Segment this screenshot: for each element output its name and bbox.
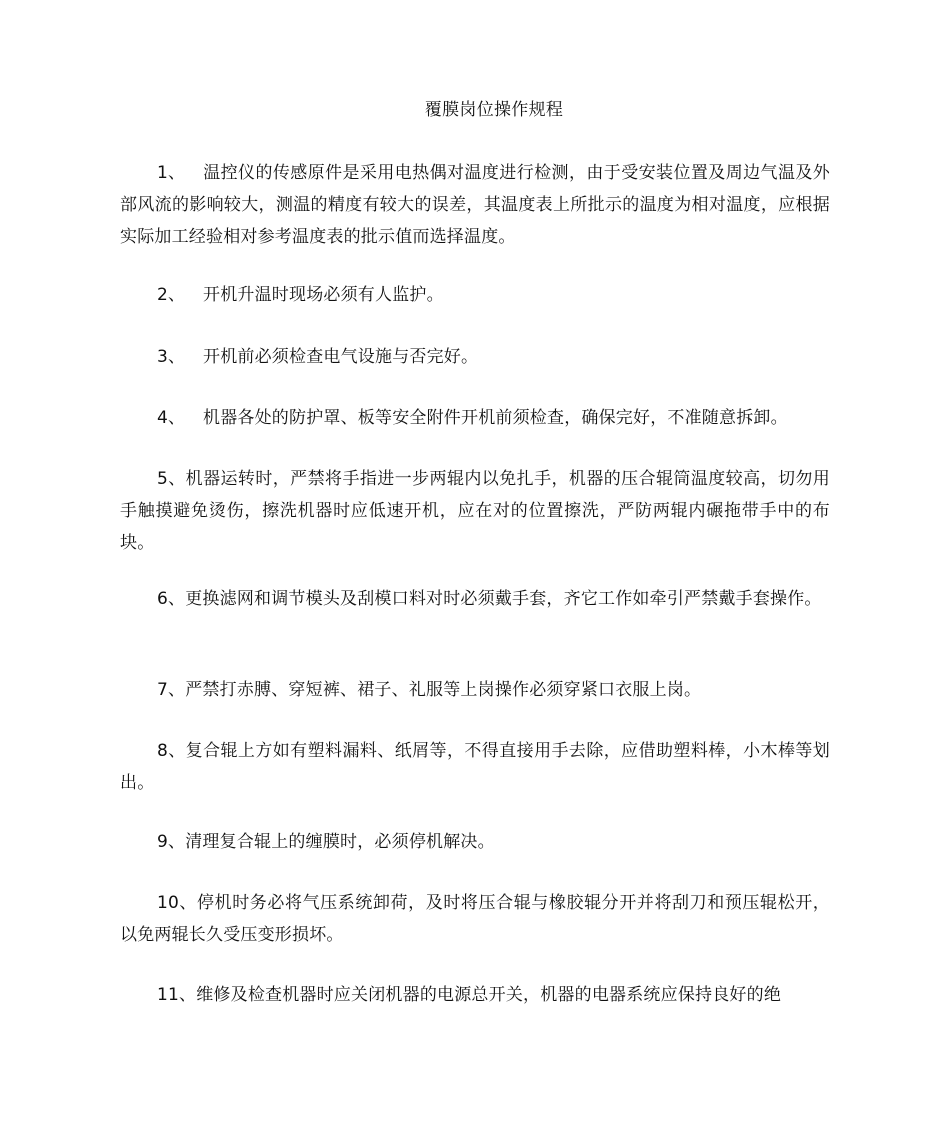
item-text: 机器各处的防护罩、板等安全附件开机前须检查，确保完好，不准随意拆卸。 [203,408,788,428]
paragraph-3 [120,341,830,373]
item-text: 开机前必须检查电气设施与否完好。 [203,347,479,367]
paragraph-8 [120,735,830,799]
paragraph-2 [120,279,830,311]
paragraph-1 [120,157,830,253]
paragraph-10 [120,887,830,951]
item-text: 6、更换滤网和调节模头及刮模口料对时必须戴手套，齐它工作如牵引严禁戴手套操作。 [157,589,822,609]
item-text: 11、维修及检查机器时应关闭机器的电源总开关，机器的电器系统应保持良好的绝 [157,985,782,1005]
paragraph-11 [120,979,830,1011]
paragraph-7 [120,674,830,706]
paragraph-6 [120,583,830,615]
item-number: 1、 [157,163,186,183]
item-text: 9、清理复合辊上的缠膜时，必须停机解决。 [157,832,495,852]
item-number: 2、 [157,285,186,305]
item-number: 4、 [157,408,186,428]
item-text: 10、停机时务必将气压系统卸荷，及时将压合辊与橡胶辊分开并将刮刀和预压辊松开，以免两辊长久受压变形损坏。 [120,893,830,945]
item-text: 7、严禁打赤膊、穿短裤、裙子、礼服等上岗操作必须穿紧口衣服上岗。 [157,680,702,700]
item-number: 3、 [157,347,186,367]
paragraph-4 [120,402,830,434]
item-text: 温控仪的传感原件是采用电热偶对温度进行检测，由于受安装位置及周边气温及外部风流的影响较大，测温的精度有较大的误差，其温度表上所批示的温度为相对温度，应根据实际加工经验相对参考温度表的批示值而选择温度。 [120,163,830,247]
paragraph-9 [120,826,830,858]
document-title: 覆膜岗位操作规程 [424,100,564,120]
item-text: 开机升温时现场必须有人监护。 [203,285,444,305]
paragraph-5 [120,463,830,559]
item-text: 5、机器运转时，严禁将手指进一步两辊内以免扎手，机器的压合辊筒温度较高，切勿用手触摸避免烫伤，擦洗机器时应低速开机，应在对的位置擦洗，严防两辊内碾拖带手中的布块。 [120,469,830,553]
item-text: 8、复合辊上方如有塑料漏料、纸屑等，不得直接用手去除，应借助塑料棒，小木棒等划出。 [120,741,830,793]
